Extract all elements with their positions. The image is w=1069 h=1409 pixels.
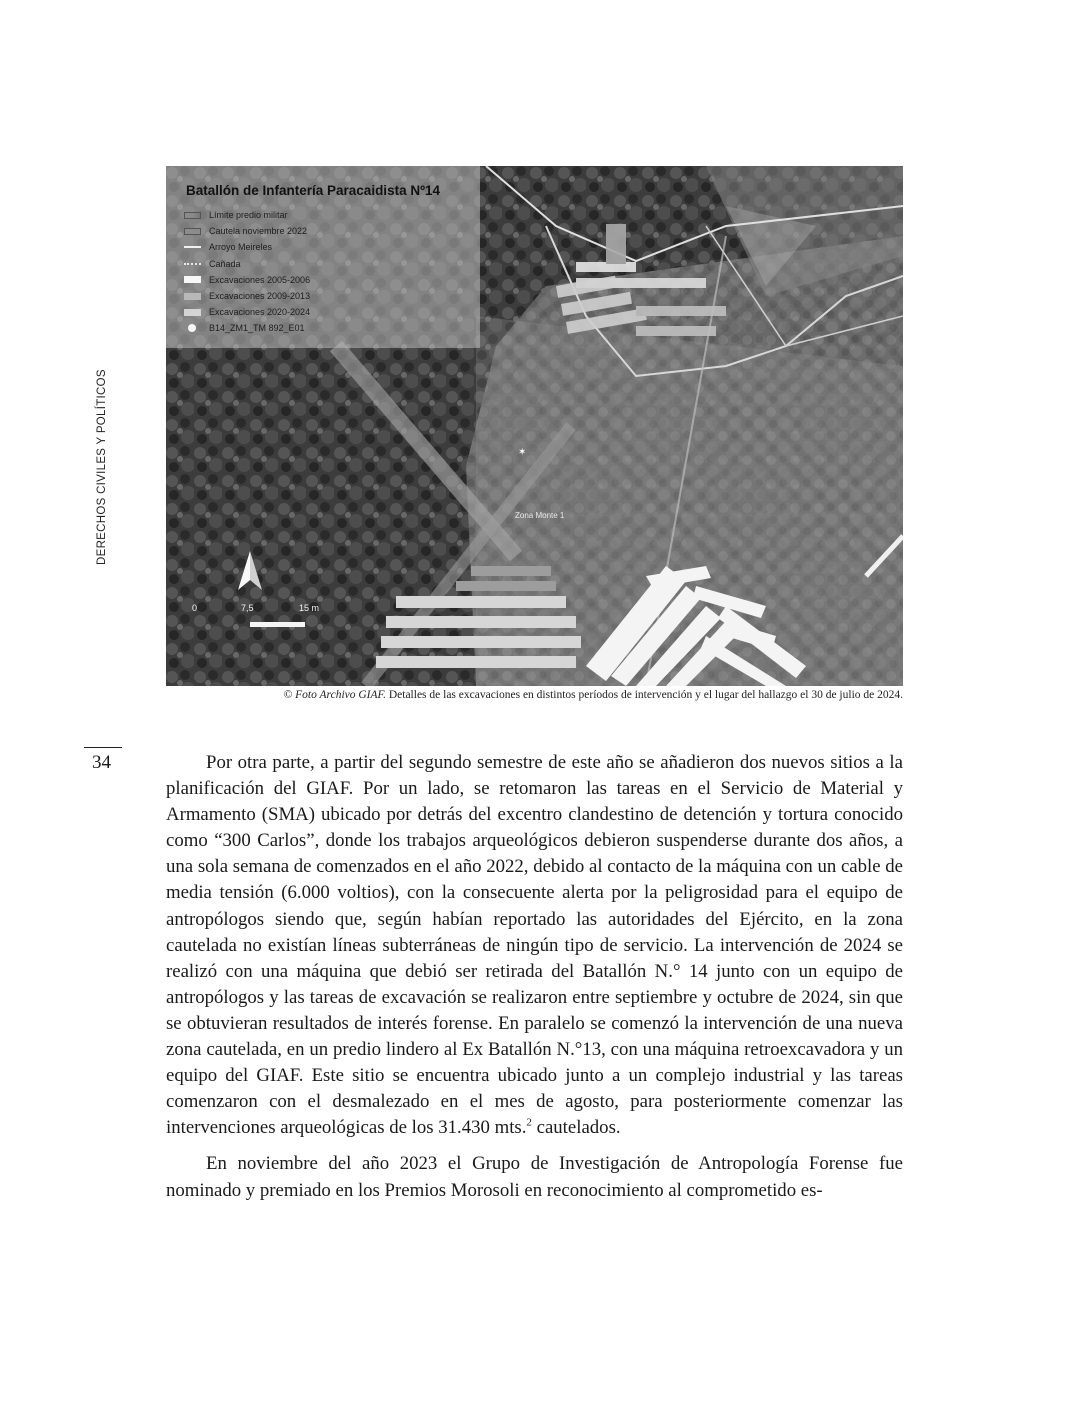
legend-item [184, 304, 310, 320]
legend-swatch [184, 276, 201, 283]
legend-label: Arroyo Meireles [209, 242, 273, 253]
legend-item [184, 223, 310, 239]
legend-item [184, 256, 310, 272]
legend-item [184, 239, 310, 255]
aerial-map-figure [166, 166, 903, 686]
legend-swatch [184, 212, 201, 219]
legend-swatch [184, 263, 201, 265]
legend-item [184, 288, 310, 304]
scale-tick-mid: 7,5 [241, 603, 254, 613]
svg-text:✶: ✶ [518, 447, 527, 458]
paragraph-1 [166, 750, 903, 1141]
figure-caption [166, 689, 903, 701]
scale-bar [250, 622, 305, 627]
legend-label: Límite predio militar [209, 210, 288, 221]
page-number: 34 [92, 752, 111, 773]
legend-item [184, 320, 310, 336]
caption-credit: © Foto Archivo GIAF. [283, 689, 386, 701]
scale-tick-0: 0 [192, 603, 198, 613]
legend-swatch [184, 293, 201, 300]
legend-item [184, 207, 310, 223]
caption-text: Detalles de las excavaciones en distintos períodos de intervención y el lugar del hallazgo el 30 de julio de 2024. [385, 689, 903, 701]
legend-label: Cañada [209, 258, 241, 269]
legend-swatch [188, 324, 196, 332]
legend-label: Excavaciones 2009-2013 [209, 291, 311, 302]
paragraph-1-text: Por otra parte, a partir del segundo semestre de este año se añadieron dos nuevos sitios a la planificación del GIAF. Por un lado, se retomaron las tareas en el Servicio de Material y Armamento (SMA) ubicado por detrás del excentro clandestino de detención y tortura conocido como “300 Carlos”, donde los trabajos arqueológicos debieron suspenderse durante dos años, a una sola semana de comenzados en el año 2022, debido al contacto de la máquina con un cable de media tensión (6.000 voltios), con la consecuente alerta por la peligrosidad para el equipo de antropólogos siendo que, según habían reportado las autoridades del Ejército, en la zona cautelada no existían líneas subterráneas de ningún tipo de servicio. La intervención de 2024 se realizó con una máquina que debió ser retirada del Batallón N.° 14 junto con un equipo de antropólogos y las tareas de excavación se realizaron entre septiembre y octubre de 2024, sin que se obtuvieran resultados de interés forense. En paralelo se comenzó la intervención de una nueva zona cautelada, en un predio lindero al Ex Batallón N.°13, con una máquina retroexcavadora y un equipo del GIAF. Este sitio se encuentra ubicado junto a un complejo industrial y las tareas comenzaron con el desmalezado en el mes de agosto, para posteriormente comenzar las intervenciones arqueológicas de los 31.430 mts. [166, 752, 903, 1139]
footnote-marker: 2 [526, 1117, 532, 1130]
legend-label: Cautela noviembre 2022 [209, 226, 308, 237]
legend-label: Excavaciones 2005-2006 [209, 274, 311, 285]
legend-title: Batallón de Infantería Paracaidista Nº14 [186, 183, 441, 198]
scale-tick-end: 15 m [299, 603, 320, 613]
running-header: DERECHOS CIVILES Y POLÍTICOS [96, 369, 108, 565]
legend-swatch [184, 228, 201, 235]
legend-swatch [184, 246, 201, 248]
legend-label: Excavaciones 2020-2024 [209, 307, 311, 318]
zone-label: Zona Monte 1 [515, 511, 565, 520]
legend-list [184, 207, 310, 337]
legend-swatch [184, 309, 201, 316]
paragraph-1-tail: cautelados. [531, 1117, 621, 1139]
page-number-rule [84, 747, 122, 748]
map-legend [166, 166, 480, 348]
paragraph-2: En noviembre del año 2023 el Grupo de Investigación de Antropología Forense fue nominado y premiado en los Premios Morosoli en reconocimiento al comprometido es- [166, 1153, 903, 1201]
legend-label: B14_ZM1_TM 892_E01 [209, 323, 305, 334]
body-text [166, 750, 903, 1214]
legend-item [184, 272, 310, 288]
